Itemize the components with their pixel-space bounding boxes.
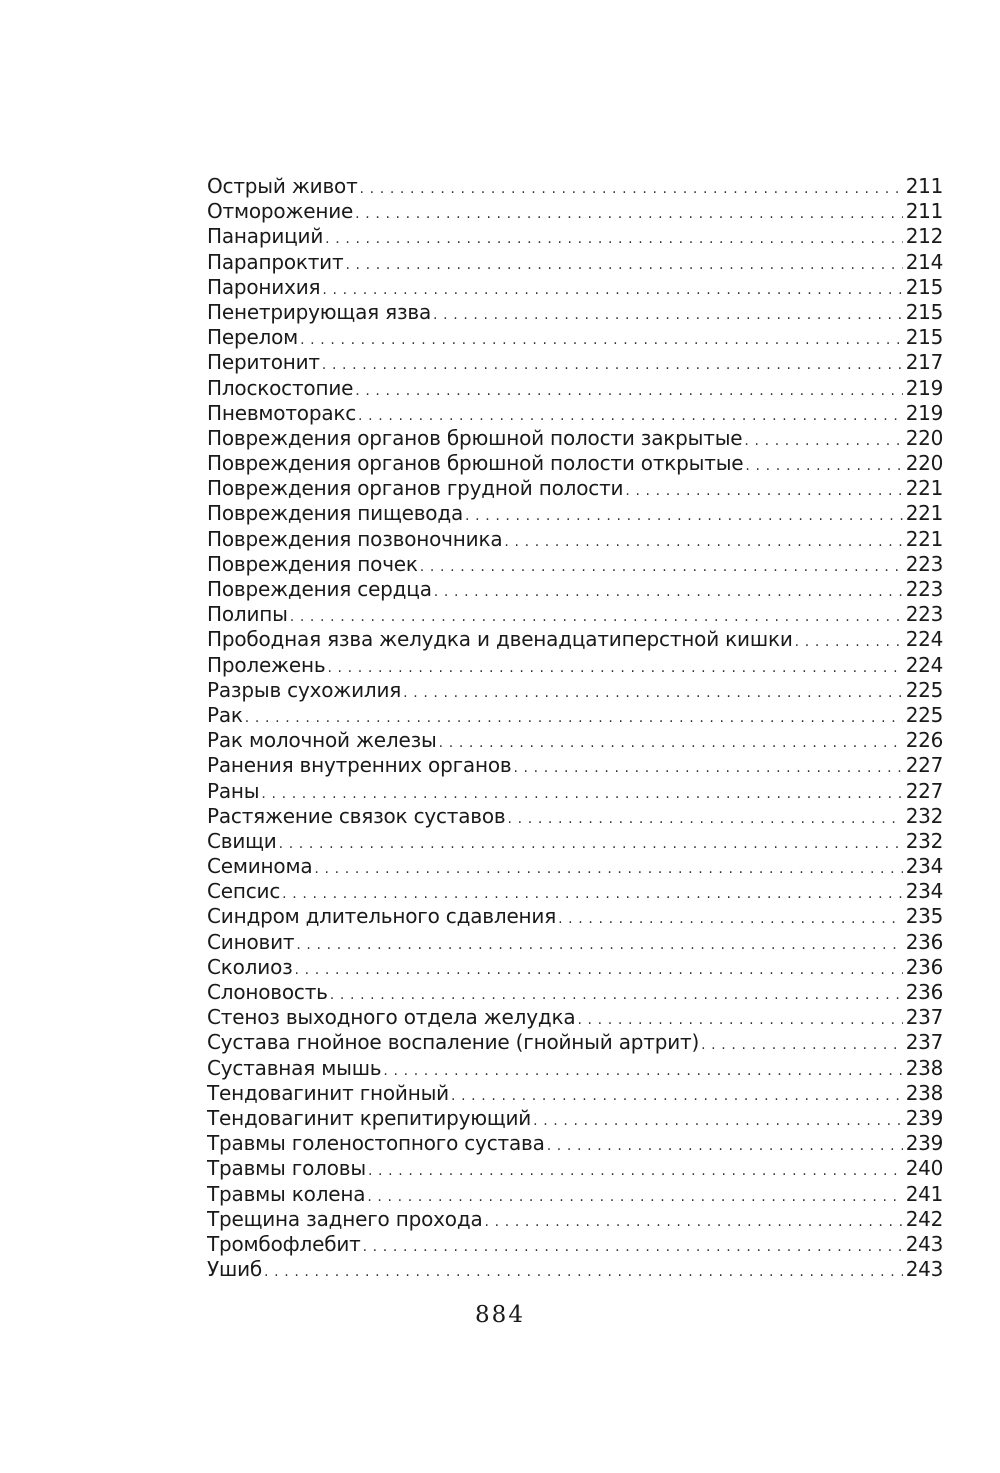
toc-entry-page-number: 240 <box>905 1156 943 1181</box>
toc-entry-page-number: 241 <box>905 1181 943 1206</box>
toc-entry[interactable] <box>207 904 943 929</box>
toc-dot-leader <box>745 454 902 476</box>
toc-entry-page-number: 219 <box>905 375 943 400</box>
toc-entry-page-number: 237 <box>905 1030 943 1055</box>
toc-entry-page-number: 211 <box>905 199 943 224</box>
toc-entry-page-number: 219 <box>905 400 943 425</box>
toc-dot-leader <box>383 1059 902 1081</box>
toc-entry-page-number: 232 <box>905 828 943 853</box>
toc-dot-leader <box>533 1109 903 1131</box>
toc-dot-leader <box>625 479 902 501</box>
toc-entry[interactable] <box>207 476 943 501</box>
toc-entry-page-number: 234 <box>905 879 943 904</box>
toc-entry[interactable] <box>207 1106 943 1131</box>
toc-entry-title: Тендовагинит крепитирующий <box>207 1105 532 1130</box>
toc-entry-title: Острый живот <box>207 174 358 198</box>
toc-entry-page-number: 236 <box>905 929 943 954</box>
toc-entry[interactable] <box>207 980 943 1005</box>
toc-dot-leader <box>367 1185 902 1207</box>
toc-dot-leader <box>264 1260 903 1282</box>
toc-entry-page-number: 238 <box>905 1055 943 1080</box>
toc-entry[interactable] <box>207 753 943 778</box>
toc-entry-title: Сепсис <box>207 879 281 904</box>
toc-entry[interactable] <box>207 1257 943 1282</box>
toc-entry-title: Пневмоторакс <box>207 400 357 425</box>
toc-dot-leader <box>485 1210 903 1232</box>
toc-dot-leader <box>345 253 902 275</box>
toc-entry-page-number: 236 <box>905 954 943 979</box>
toc-entry[interactable] <box>207 451 943 476</box>
toc-entry-title: Рак <box>207 702 243 727</box>
toc-entry-title: Ранения внутренних органов <box>207 753 512 778</box>
toc-entry[interactable] <box>207 376 943 401</box>
toc-entry-page-number: 225 <box>905 677 943 702</box>
toc-entry[interactable] <box>207 955 943 980</box>
toc-entry-title: Тромбофлебит <box>207 1231 361 1256</box>
toc-entry-title: Стеноз выходного отдела желудка <box>207 1005 576 1030</box>
toc-dot-leader <box>451 1084 903 1106</box>
toc-entry[interactable] <box>207 1030 943 1055</box>
toc-dot-leader <box>547 1134 903 1156</box>
toc-entry[interactable] <box>207 879 943 904</box>
toc-dot-leader <box>245 706 903 728</box>
toc-entry[interactable] <box>207 577 943 602</box>
toc-entry-title: Паронихия <box>207 274 321 299</box>
toc-entry-page-number: 239 <box>905 1131 943 1156</box>
toc-entry[interactable] <box>207 728 943 753</box>
toc-entry-title: Семинома <box>207 854 313 879</box>
toc-entry-page-number: 243 <box>905 1231 943 1256</box>
toc-entry-page-number: 212 <box>905 224 943 249</box>
toc-dot-leader <box>795 630 903 652</box>
toc-entry-page-number: 224 <box>905 627 943 652</box>
toc-dot-leader <box>433 303 903 325</box>
toc-entry-title: Свищи <box>207 828 277 853</box>
toc-entry-page-number: 220 <box>905 451 943 476</box>
toc-entry[interactable] <box>207 804 943 829</box>
toc-entry[interactable] <box>207 602 943 627</box>
toc-entry-page-number: 223 <box>905 551 943 576</box>
toc-dot-leader <box>358 404 903 426</box>
toc-dot-leader <box>300 328 903 350</box>
toc-entry[interactable] <box>207 300 943 325</box>
toc-dot-leader <box>327 656 902 678</box>
toc-entry-page-number: 238 <box>905 1080 943 1105</box>
toc-entry-title: Растяжение связок суставов <box>207 803 506 828</box>
toc-entry-title: Тендовагинит гнойный <box>207 1080 449 1105</box>
toc-entry-page-number: 224 <box>905 652 943 677</box>
toc-entry-page-number: 242 <box>905 1206 943 1231</box>
toc-dot-leader <box>322 278 902 300</box>
toc-dot-leader <box>322 353 903 375</box>
toc-entry-title: Отморожение <box>207 199 354 224</box>
toc-dot-leader <box>363 1235 903 1257</box>
toc-entry-title: Ушиб <box>207 1257 263 1282</box>
toc-entry[interactable] <box>207 325 943 350</box>
toc-entry-title: Рак молочной железы <box>207 728 437 753</box>
toc-entry-page-number: 232 <box>905 803 943 828</box>
toc-entry-page-number: 215 <box>905 274 943 299</box>
toc-entry-page-number: 221 <box>905 501 943 526</box>
toc-entry[interactable] <box>207 1131 943 1156</box>
toc-dot-leader <box>434 580 903 602</box>
toc-entry-page-number: 237 <box>905 1005 943 1030</box>
toc-entry-page-number: 221 <box>905 526 943 551</box>
toc-entry[interactable] <box>207 1232 943 1257</box>
toc-entry[interactable] <box>207 1207 943 1232</box>
toc-entry[interactable] <box>207 1005 943 1030</box>
toc-entry[interactable] <box>207 174 943 199</box>
toc-dot-leader <box>325 227 903 249</box>
toc-entry-title: Травмы головы <box>207 1156 366 1181</box>
toc-entry[interactable] <box>207 779 943 804</box>
toc-entry-title: Слоновость <box>207 980 328 1004</box>
toc-entry-title: Парапроктит <box>207 249 344 274</box>
toc-entry-title: Повреждения почек <box>207 551 418 576</box>
toc-entry-title: Повреждения пищевода <box>207 501 464 526</box>
toc-dot-leader <box>282 882 903 904</box>
toc-entry-page-number: 236 <box>905 980 943 1004</box>
toc-entry-page-number: 226 <box>905 728 943 753</box>
toc-entry-title: Повреждения органов грудной полости <box>207 476 624 501</box>
toc-entry-title: Перелом <box>207 325 299 350</box>
toc-entry[interactable] <box>207 552 943 577</box>
toc-entry-title: Травмы колена <box>207 1181 366 1206</box>
toc-entry-title: Повреждения органов брюшной полости закрытые <box>207 425 743 450</box>
toc-entry-title: Раны <box>207 778 260 803</box>
toc-entry-title: Полипы <box>207 602 288 627</box>
toc-entry[interactable] <box>207 199 943 224</box>
toc-dot-leader <box>360 177 903 199</box>
toc-dot-leader <box>355 202 903 224</box>
toc-dot-leader <box>295 958 903 980</box>
toc-entry-title: Травмы голеностопного сустава <box>207 1131 545 1156</box>
toc-entry[interactable] <box>207 501 943 526</box>
toc-entry-title: Пролежень <box>207 652 326 677</box>
toc-dot-leader <box>314 857 902 879</box>
toc-entry[interactable] <box>207 703 943 728</box>
toc-entry-page-number: 215 <box>905 325 943 350</box>
toc-entry-page-number: 243 <box>905 1257 943 1282</box>
toc-dot-leader <box>508 807 903 829</box>
toc-dot-leader <box>701 1033 903 1055</box>
toc-dot-leader <box>513 756 902 778</box>
toc-entry-title: Повреждения позвоночника <box>207 526 503 551</box>
toc-entry[interactable] <box>207 653 943 678</box>
toc-entry-page-number: 214 <box>905 249 943 274</box>
toc-dot-leader <box>368 1159 903 1181</box>
toc-entry[interactable] <box>207 224 943 249</box>
toc-dot-leader <box>504 530 902 552</box>
toc-entry[interactable] <box>207 854 943 879</box>
toc-entry-page-number: 223 <box>905 602 943 627</box>
toc-entry[interactable] <box>207 350 943 375</box>
toc-entry[interactable] <box>207 401 943 426</box>
table-of-contents <box>207 174 943 1282</box>
toc-dot-leader <box>744 429 902 451</box>
toc-entry-page-number: 220 <box>905 425 943 450</box>
toc-entry-title: Панариций <box>207 224 324 249</box>
toc-dot-leader <box>330 983 903 1005</box>
toc-entry-page-number: 239 <box>905 1105 943 1130</box>
toc-entry-title: Сколиоз <box>207 954 293 979</box>
toc-dot-leader <box>355 379 902 401</box>
toc-entry-page-number: 225 <box>905 702 943 727</box>
toc-entry-page-number: 217 <box>905 350 943 375</box>
toc-entry-title: Повреждения сердца <box>207 577 432 601</box>
toc-entry[interactable] <box>207 426 943 451</box>
toc-entry-page-number: 227 <box>905 753 943 778</box>
toc-entry-title: Прободная язва желудка и двенадцатиперстной кишки <box>207 627 793 652</box>
toc-entry-title: Разрыв сухожилия <box>207 677 402 702</box>
page-number: 884 <box>475 1302 525 1328</box>
toc-dot-leader <box>558 907 903 929</box>
toc-entry[interactable] <box>207 930 943 955</box>
toc-entry[interactable] <box>207 1081 943 1106</box>
toc-entry[interactable] <box>207 829 943 854</box>
toc-entry[interactable] <box>207 527 943 552</box>
toc-entry[interactable] <box>207 1156 943 1181</box>
toc-entry-page-number: 221 <box>905 476 943 501</box>
toc-dot-leader <box>290 605 903 627</box>
toc-entry-title: Синдром длительного сдавления <box>207 904 557 929</box>
toc-entry-title: Сустава гнойное воспаление (гнойный артрит) <box>207 1030 700 1055</box>
toc-entry[interactable] <box>207 1056 943 1081</box>
toc-dot-leader <box>403 681 903 703</box>
toc-entry-page-number: 227 <box>905 778 943 803</box>
toc-entry-title: Перитонит <box>207 350 320 375</box>
toc-entry-page-number: 215 <box>905 299 943 324</box>
toc-entry-title: Синовит <box>207 929 295 954</box>
toc-entry-page-number: 223 <box>905 577 943 601</box>
toc-entry[interactable] <box>207 627 943 652</box>
toc-dot-leader <box>261 782 902 804</box>
toc-entry[interactable] <box>207 1182 943 1207</box>
toc-entry-page-number: 235 <box>905 904 943 929</box>
toc-dot-leader <box>465 504 903 526</box>
toc-dot-leader <box>296 933 902 955</box>
toc-entry-title: Суставная мышь <box>207 1055 382 1080</box>
toc-entry-title: Плоскостопие <box>207 375 354 400</box>
toc-entry-title: Пенетрирующая язва <box>207 299 432 324</box>
toc-entry[interactable] <box>207 678 943 703</box>
toc-entry[interactable] <box>207 250 943 275</box>
toc-dot-leader <box>577 1008 902 1030</box>
toc-entry-title: Повреждения органов брюшной полости открытые <box>207 451 744 476</box>
toc-entry-page-number: 234 <box>905 854 943 879</box>
toc-entry[interactable] <box>207 275 943 300</box>
toc-entry-title: Трещина заднего прохода <box>207 1206 483 1231</box>
toc-dot-leader <box>439 731 903 753</box>
toc-dot-leader <box>279 832 903 854</box>
toc-entry-page-number: 211 <box>905 174 943 198</box>
toc-dot-leader <box>420 555 903 577</box>
